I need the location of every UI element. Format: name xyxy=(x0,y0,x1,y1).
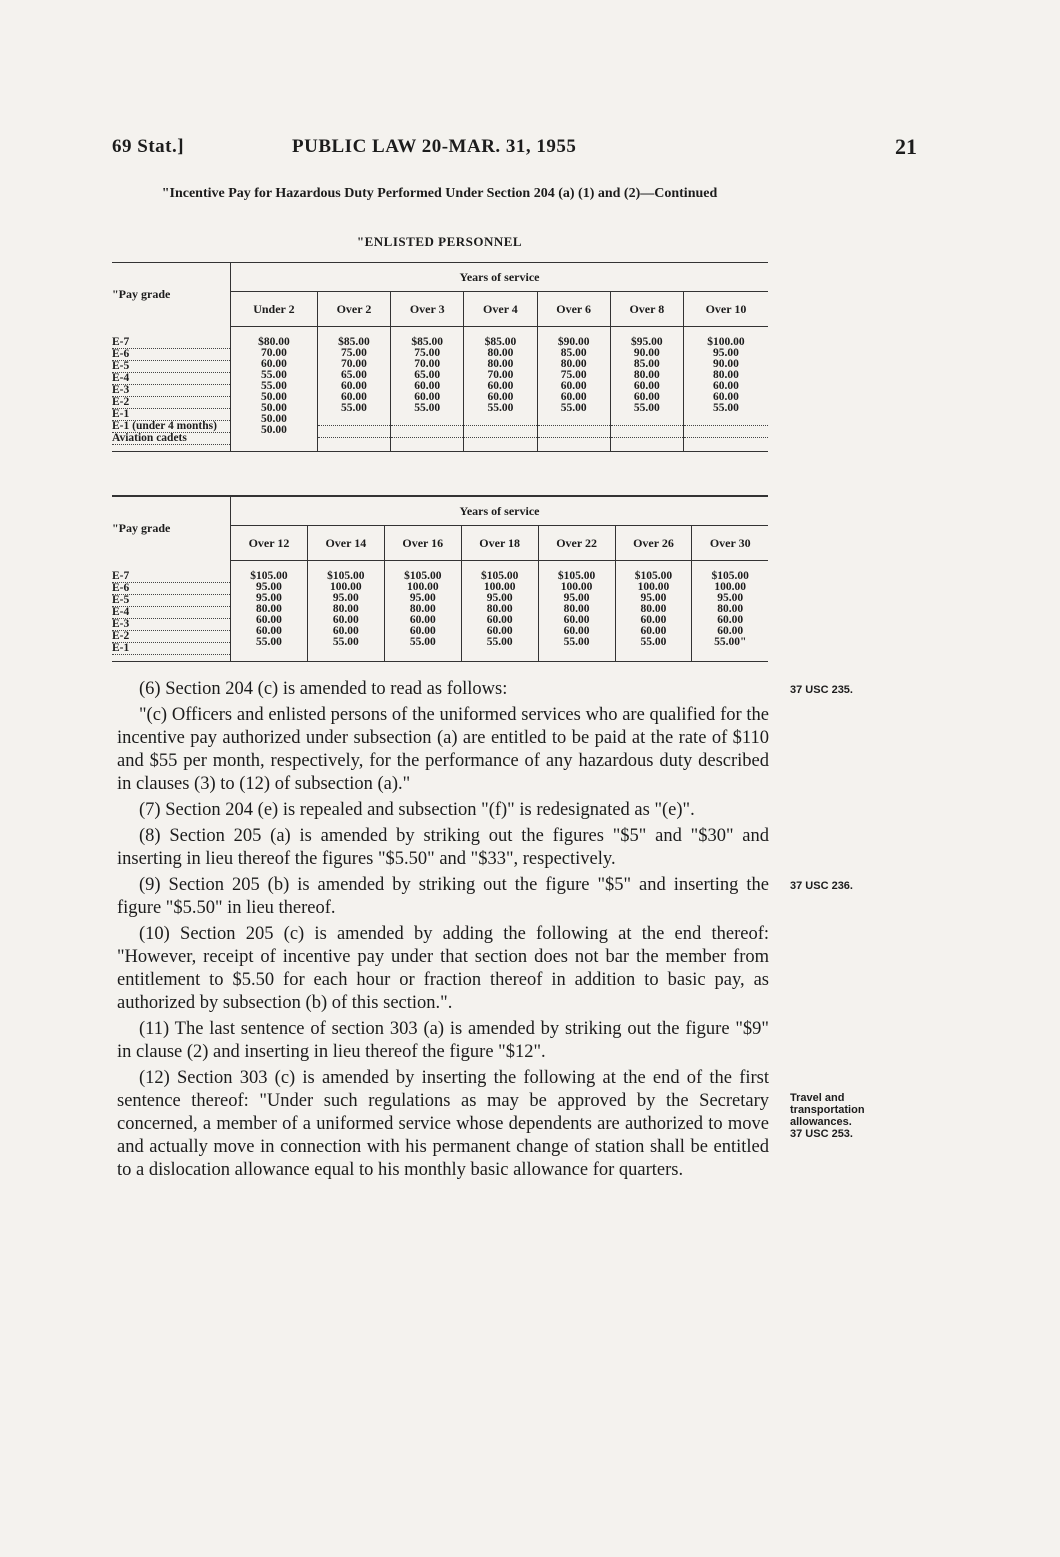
table-cell: 100.00 xyxy=(406,581,439,593)
table-cell xyxy=(684,426,768,438)
table-cell: 55.00 xyxy=(261,380,287,392)
table-cell: 55.00 xyxy=(560,402,587,414)
table-cell xyxy=(318,426,390,438)
table-cell: 60.00 xyxy=(414,391,441,403)
table-cell: 70.00 xyxy=(414,358,441,370)
table-cell: 75.00 xyxy=(414,347,441,359)
table-cell: $105.00 xyxy=(634,570,673,582)
table-cell: 55.00 xyxy=(633,402,660,414)
table-cell: 60.00 xyxy=(487,391,514,403)
table-cell: 95.00 xyxy=(332,592,359,604)
years-of-service-label: Years of service xyxy=(231,263,769,292)
table-cell: 50.00 xyxy=(261,413,287,425)
table-cell: 55.00 xyxy=(256,636,282,648)
table-cell: 60.00 xyxy=(563,614,590,626)
table-cell: $105.00 xyxy=(327,570,365,582)
table-cell: 60.00 xyxy=(341,380,367,392)
value-column xyxy=(538,561,615,662)
value-column xyxy=(461,561,538,662)
table-cell: 75.00 xyxy=(560,369,587,381)
table-cell: 70.00 xyxy=(261,347,287,359)
value-column xyxy=(231,327,318,452)
table-cell: 80.00 xyxy=(563,603,590,615)
body-text xyxy=(117,678,769,1185)
table-cell: 60.00 xyxy=(487,380,514,392)
table-cell xyxy=(464,414,536,426)
years-of-service-label: Years of service xyxy=(231,496,769,526)
column-header: Over 3 xyxy=(391,292,464,327)
table-cell: 50.00 xyxy=(261,391,287,403)
table-cell xyxy=(464,426,536,438)
column-header: Over 4 xyxy=(464,292,537,327)
table-cell xyxy=(391,426,463,438)
table-cell: 55.00 xyxy=(563,636,590,648)
table-cell: 75.00 xyxy=(341,347,367,359)
table-cell xyxy=(391,414,463,426)
pay-grade-cell: E-1 (under 4 months) xyxy=(112,421,230,433)
pay-grade-cell: E-2 xyxy=(112,631,230,643)
column-header: Under 2 xyxy=(231,292,318,327)
table-cell: 80.00 xyxy=(713,369,739,381)
paragraph: (9) Section 205 (b) is amended by striking out the figure "$5" and inserting the figure "$5.50" in lieu thereof. xyxy=(117,875,769,918)
table-cell: 55.00 xyxy=(414,402,441,414)
table-cell: $85.00 xyxy=(484,336,517,348)
pay-grade-column xyxy=(112,327,231,452)
table-cell: 60.00 xyxy=(256,614,282,626)
pay-grade-cell: E-6 xyxy=(112,583,230,595)
value-column xyxy=(464,327,537,452)
paragraph: (6) Section 204 (c) is amended to read as follows: xyxy=(139,679,508,699)
value-column xyxy=(692,561,768,662)
pay-table-part2 xyxy=(112,495,768,662)
margin-note: 37 USC 235. xyxy=(790,684,853,696)
column-header: Over 18 xyxy=(461,526,538,561)
paragraph: (8) Section 205 (a) is amended by striking out the figures "$5" and "$30" and inserting in lieu thereof the figures "$5.50" and "$33", respectively. xyxy=(117,826,769,869)
table-cell: 80.00 xyxy=(633,369,660,381)
table-cell: 60.00 xyxy=(409,614,436,626)
table-cell: 60.00 xyxy=(332,614,359,626)
table-cell: 60.00 xyxy=(261,358,287,370)
table-cell: 60.00 xyxy=(713,391,739,403)
paragraph: (10) Section 205 (c) is amended by adding the following at the end thereof: "However, receipt of incentive pay under that section does not bar the member from entitlement to $5.50 for each hour or fraction thereof in addition to basic pay, as authorized by subsection (b) of this section.". xyxy=(117,924,769,1013)
table-cell: 60.00 xyxy=(414,380,441,392)
margin-note-citation: 37 USC 253. xyxy=(790,1128,853,1140)
pay-grade-cell: E-7 xyxy=(112,337,230,349)
table-cell: 100.00 xyxy=(714,581,747,593)
pay-grade-label: "Pay grade xyxy=(112,521,171,536)
table-cell: 65.00 xyxy=(341,369,367,381)
pay-grade-cell: E-2 xyxy=(112,397,230,409)
table-cell: 55.00 xyxy=(341,402,367,414)
table-cell: 80.00 xyxy=(256,603,282,615)
table-cell: 95.00 xyxy=(409,592,436,604)
table-cell: 60.00 xyxy=(256,625,282,637)
table-cell: $100.00 xyxy=(707,336,745,348)
table-cell: 50.00 xyxy=(261,424,287,436)
column-header: Over 8 xyxy=(610,292,683,327)
column-header: Over 6 xyxy=(537,292,610,327)
table-cell: 60.00 xyxy=(633,391,660,403)
column-header: Over 16 xyxy=(384,526,461,561)
table-cell: 60.00 xyxy=(717,625,744,637)
table-cell: 55.00 xyxy=(487,402,514,414)
table-cell xyxy=(538,414,610,426)
table-cell: 95.00 xyxy=(256,581,282,593)
table-cell: 95.00 xyxy=(713,347,739,359)
value-column xyxy=(683,327,768,452)
table-cell: 55.00 xyxy=(713,402,739,414)
table-cell: $105.00 xyxy=(711,570,749,582)
table-cell: $105.00 xyxy=(404,570,442,582)
table-cell: 95.00 xyxy=(640,592,667,604)
table-cell xyxy=(611,426,683,438)
pay-grade-cell: E-6 xyxy=(112,349,230,361)
paragraph: (12) Section 303 (c) is amended by inserting the following at the end of the first sentence thereof: "Under such regulations as may be approved by the Secretary concerned, a member of a uniformed service whose dependents are authorized to move and actually move in connection with his permanent change of station shall be entitled to a dislocation allowance equal to his monthly basic allowance for quarters. xyxy=(117,1068,769,1180)
table-cell: 60.00 xyxy=(341,391,367,403)
table-cell: 60.00 xyxy=(713,380,739,392)
pay-grade-cell: Aviation cadets xyxy=(112,433,230,445)
table-cell: 95.00 xyxy=(486,592,513,604)
table-cell: 100.00 xyxy=(330,581,362,593)
value-column xyxy=(615,561,692,662)
pay-grade-cell: E-7 xyxy=(112,571,230,583)
table-cell: $95.00 xyxy=(631,336,663,348)
pay-grade-cell: E-1 xyxy=(112,409,230,421)
table-cell: 60.00 xyxy=(560,380,587,392)
table-cell: $105.00 xyxy=(480,570,519,582)
table-cell: 100.00 xyxy=(637,581,670,593)
table-cell: 90.00 xyxy=(713,358,739,370)
column-header: Over 30 xyxy=(692,526,768,561)
paragraph: (7) Section 204 (e) is repealed and subsection "(f)" is redesignated as "(e)". xyxy=(139,800,695,820)
pay-grade-cell: E-5 xyxy=(112,595,230,607)
table-cell: 100.00 xyxy=(483,581,516,593)
table-cell: 60.00 xyxy=(563,625,590,637)
table-cell: 65.00 xyxy=(414,369,441,381)
table-cell: 55.00 xyxy=(486,636,513,648)
column-header: Over 2 xyxy=(317,292,390,327)
pay-grade-cell: E-4 xyxy=(112,607,230,619)
table-cell: 95.00 xyxy=(717,592,744,604)
table-cell xyxy=(538,426,610,438)
margin-note-title: Travel and transportation allowances. xyxy=(790,1092,865,1128)
column-header: Over 10 xyxy=(683,292,768,327)
table-subheading: "ENLISTED PERSONNEL xyxy=(356,234,523,249)
table-cell xyxy=(318,414,390,426)
pay-grade-cell: E-3 xyxy=(112,619,230,631)
margin-note: 37 USC 236. xyxy=(790,880,853,892)
table-cell: 95.00 xyxy=(256,592,282,604)
value-column xyxy=(537,327,610,452)
paragraph: (11) The last sentence of section 303 (a) is amended by striking out the figure "$9" in clause (2) and inserting in lieu thereof the figure "$12". xyxy=(117,1019,769,1062)
table-cell: 60.00 xyxy=(717,614,744,626)
table-cell: 60.00 xyxy=(409,625,436,637)
table-cell: 60.00 xyxy=(640,614,667,626)
column-header: Over 14 xyxy=(307,526,384,561)
paragraph: "(c) Officers and enlisted persons of the uniformed services who are qualified for the incentive pay authorized under subsection (a) are entitled to be paid at the rate of $110 and $55 per month, respectively, for the performance of any hazardous duty described in clauses (3) to (12) of subsection (a)." xyxy=(117,705,769,794)
table-cell: 70.00 xyxy=(341,358,367,370)
table-cell xyxy=(611,414,683,426)
table-cell: 60.00 xyxy=(640,625,667,637)
table-cell: 55.00 xyxy=(261,369,287,381)
table-cell: 60.00 xyxy=(486,614,513,626)
table-cell: 55.00 xyxy=(409,636,436,648)
table-cell: $85.00 xyxy=(338,336,370,348)
table-cell xyxy=(684,414,768,426)
table-cell: 70.00 xyxy=(487,369,514,381)
table-cell: $90.00 xyxy=(557,336,590,348)
column-header: Over 26 xyxy=(615,526,692,561)
table-cell: 80.00 xyxy=(486,603,513,615)
column-header: Over 22 xyxy=(538,526,615,561)
pay-grade-cell: E-4 xyxy=(112,373,230,385)
margin-note xyxy=(790,1092,930,1140)
table-cell: 60.00 xyxy=(633,380,660,392)
page-number: 21 xyxy=(895,134,917,159)
table-cell: 55.00" xyxy=(714,636,747,648)
table-cell: 85.00 xyxy=(560,347,587,359)
pay-grade-label: "Pay grade xyxy=(112,287,171,302)
column-header: Over 12 xyxy=(231,526,308,561)
table-cell: 50.00 xyxy=(261,402,287,414)
table-cell: 100.00 xyxy=(560,581,593,593)
table-cell: $80.00 xyxy=(258,336,290,348)
value-column xyxy=(307,561,384,662)
table-cell: 95.00 xyxy=(563,592,590,604)
pay-grade-cell: E-3 xyxy=(112,385,230,397)
value-column xyxy=(231,561,308,662)
running-head-volume: 69 Stat.] xyxy=(112,136,185,157)
table-heading: "Incentive Pay for Hazardous Duty Performed Under Section 204 (a) (1) and (2)—Continued xyxy=(161,186,718,201)
table-cell: 80.00 xyxy=(487,347,514,359)
table-cell: 60.00 xyxy=(486,625,513,637)
table-cell: 80.00 xyxy=(640,603,667,615)
pay-grade-cell: E-5 xyxy=(112,361,230,373)
table-cell: 80.00 xyxy=(717,603,744,615)
pay-table-part1 xyxy=(112,262,768,452)
value-column xyxy=(610,327,683,452)
value-column xyxy=(384,561,461,662)
table-cell: 55.00 xyxy=(332,636,359,648)
table-cell: 85.00 xyxy=(633,358,660,370)
pay-grade-cell: E-1 xyxy=(112,643,230,655)
table-cell: 55.00 xyxy=(640,636,667,648)
table-cell: 80.00 xyxy=(560,358,587,370)
table-cell: 80.00 xyxy=(409,603,436,615)
value-column xyxy=(391,327,464,452)
table-cell: 80.00 xyxy=(487,358,514,370)
pay-grade-column xyxy=(112,561,231,662)
table-cell: 60.00 xyxy=(332,625,359,637)
table-cell: $105.00 xyxy=(557,570,596,582)
value-column xyxy=(317,327,390,452)
table-cell: 60.00 xyxy=(560,391,587,403)
table-cell: 80.00 xyxy=(332,603,359,615)
table-cell: $105.00 xyxy=(250,570,288,582)
table-cell: 90.00 xyxy=(633,347,660,359)
table-cell: $85.00 xyxy=(411,336,444,348)
running-head-title: PUBLIC LAW 20-MAR. 31, 1955 xyxy=(292,136,577,157)
